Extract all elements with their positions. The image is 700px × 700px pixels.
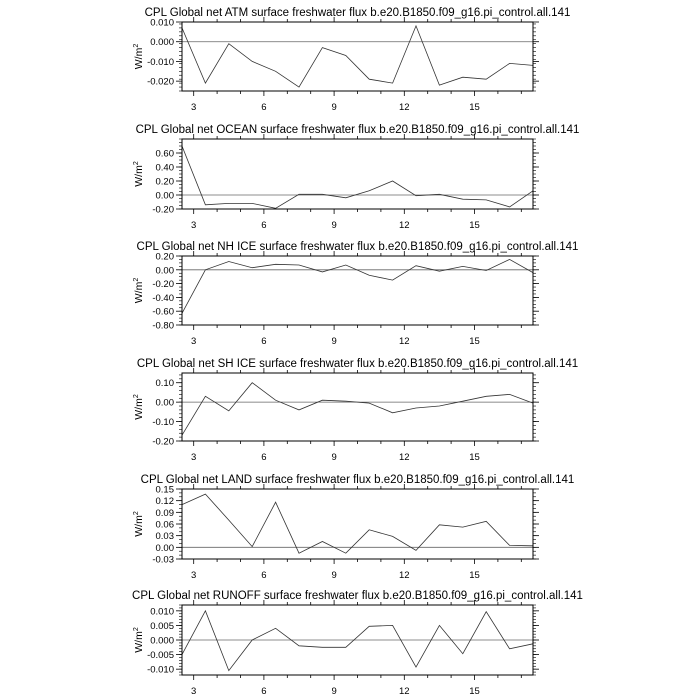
x-tick-label: 9 bbox=[331, 452, 337, 463]
y-tick-label: -0.40 bbox=[152, 292, 174, 304]
x-tick-label: 12 bbox=[399, 686, 410, 697]
x-tick-label: 3 bbox=[191, 452, 197, 463]
y-axis-label-unit: W/m bbox=[133, 631, 145, 653]
panel-6 bbox=[132, 590, 583, 697]
x-tick-label: 15 bbox=[469, 220, 480, 231]
y-axis-label-unit: W/m bbox=[133, 47, 145, 70]
y-tick-label: -0.60 bbox=[152, 306, 174, 318]
y-tick-label: 0.005 bbox=[150, 620, 174, 632]
x-tick-label: 6 bbox=[261, 220, 267, 231]
x-tick-label: 3 bbox=[191, 102, 197, 113]
x-tick-label: 12 bbox=[399, 220, 410, 231]
y-tick-label: 0.10 bbox=[155, 378, 174, 390]
y-axis-label-unit: W/m bbox=[133, 398, 145, 420]
y-tick-label: -0.20 bbox=[152, 204, 174, 216]
y-tick-label: 0.00 bbox=[155, 190, 174, 202]
plot-frame bbox=[182, 22, 533, 91]
x-tick-label: 6 bbox=[261, 686, 267, 697]
panel-3 bbox=[133, 241, 578, 347]
plot-frame bbox=[182, 489, 533, 559]
x-tick-label: 6 bbox=[261, 336, 267, 347]
y-axis-label-unit: W/m bbox=[133, 281, 145, 304]
series-line bbox=[182, 494, 533, 553]
x-tick-label: 9 bbox=[331, 686, 337, 697]
y-axis-label-exponent: 2 bbox=[133, 627, 140, 632]
x-tick-label: 9 bbox=[331, 570, 337, 581]
y-tick-label: -0.20 bbox=[152, 279, 174, 291]
x-tick-label: 3 bbox=[191, 686, 197, 697]
plot-frame bbox=[182, 373, 533, 441]
y-axis-label bbox=[133, 627, 145, 653]
y-axis-label-unit: W/m bbox=[133, 165, 145, 187]
x-tick-label: 12 bbox=[399, 336, 410, 347]
panel-1 bbox=[133, 7, 570, 113]
x-tick-label: 15 bbox=[469, 452, 480, 463]
y-axis-label-exponent: 2 bbox=[133, 43, 140, 48]
y-tick-label: 0.06 bbox=[155, 519, 174, 531]
y-axis-label bbox=[133, 44, 145, 70]
x-tick-label: 6 bbox=[261, 452, 267, 463]
panel-title: CPL Global net RUNOFF surface freshwater flux b.e20.B1850.f09_g16.pi_control.all.141 bbox=[132, 590, 583, 602]
x-tick-label: 6 bbox=[261, 570, 267, 581]
x-tick-label: 12 bbox=[399, 452, 410, 463]
y-axis-label-exponent: 2 bbox=[133, 394, 140, 399]
y-tick-label: 0.000 bbox=[150, 635, 174, 647]
y-tick-label: 0.03 bbox=[155, 531, 174, 543]
x-tick-label: 3 bbox=[191, 570, 197, 581]
y-axis-label-unit: W/m bbox=[133, 515, 145, 537]
y-tick-label: 0.40 bbox=[155, 162, 174, 174]
x-tick-label: 6 bbox=[261, 102, 267, 113]
y-tick-label: 0.000 bbox=[150, 37, 174, 49]
y-axis-label-exponent: 2 bbox=[133, 511, 140, 516]
x-tick-label: 9 bbox=[331, 102, 337, 113]
y-tick-label: 0.010 bbox=[150, 17, 174, 29]
y-tick-label: -0.03 bbox=[152, 554, 174, 566]
x-tick-label: 15 bbox=[469, 570, 480, 581]
series-line bbox=[182, 26, 533, 87]
y-axis-label bbox=[133, 161, 145, 187]
y-axis-label-exponent: 2 bbox=[133, 277, 140, 282]
y-tick-label: -0.20 bbox=[152, 436, 174, 448]
y-tick-label: 0.12 bbox=[155, 496, 174, 508]
panel-4 bbox=[133, 358, 578, 463]
x-tick-label: 15 bbox=[469, 102, 480, 113]
panel-title: CPL Global net SH ICE surface freshwater flux b.e20.B1850.f09_g16.pi_control.all.141 bbox=[136, 358, 579, 370]
y-tick-label: 0.20 bbox=[155, 251, 174, 263]
x-tick-label: 15 bbox=[469, 336, 480, 347]
plot-frame bbox=[182, 139, 533, 209]
y-tick-label: 0.60 bbox=[155, 148, 174, 160]
y-tick-label: -0.10 bbox=[152, 417, 174, 429]
panel-title: CPL Global net NH ICE surface freshwater flux b.e20.B1850.f09_g16.pi_control.all.141 bbox=[136, 241, 579, 253]
y-axis-label bbox=[133, 511, 145, 537]
y-tick-label: -0.010 bbox=[147, 56, 174, 68]
x-tick-label: 9 bbox=[331, 336, 337, 347]
x-tick-label: 12 bbox=[399, 570, 410, 581]
series-line bbox=[182, 611, 533, 671]
x-tick-label: 3 bbox=[191, 336, 197, 347]
y-tick-label: 0.010 bbox=[150, 606, 174, 618]
y-tick-label: 0.00 bbox=[155, 265, 174, 277]
y-tick-label: -0.010 bbox=[147, 664, 174, 676]
plot-frame bbox=[182, 256, 533, 325]
y-tick-label: 0.09 bbox=[155, 507, 174, 519]
x-tick-label: 3 bbox=[191, 220, 197, 231]
y-axis-label bbox=[133, 394, 145, 420]
y-tick-label: 0.20 bbox=[155, 176, 174, 188]
x-tick-label: 15 bbox=[469, 686, 480, 697]
y-tick-label: 0.00 bbox=[155, 542, 174, 554]
y-tick-label: 0.15 bbox=[155, 484, 174, 496]
panel-5 bbox=[133, 474, 574, 581]
x-tick-label: 9 bbox=[331, 220, 337, 231]
panel-title: CPL Global net LAND surface freshwater flux b.e20.B1850.f09_g16.pi_control.all.141 bbox=[140, 474, 575, 486]
y-tick-label: -0.005 bbox=[147, 650, 174, 662]
y-tick-label: -0.020 bbox=[147, 76, 174, 88]
y-axis-label bbox=[133, 278, 145, 304]
y-axis-label-exponent: 2 bbox=[133, 161, 140, 166]
y-tick-label: -0.80 bbox=[152, 320, 174, 332]
series-line bbox=[182, 146, 533, 208]
panel-title: CPL Global net OCEAN surface freshwater flux b.e20.B1850.f09_g16.pi_control.all.141 bbox=[135, 124, 580, 136]
x-tick-label: 12 bbox=[399, 102, 410, 113]
series-line bbox=[182, 259, 533, 313]
panel-title: CPL Global net ATM surface freshwater flux b.e20.B1850.f09_g16.pi_control.all.141 bbox=[144, 7, 571, 19]
series-line bbox=[182, 383, 533, 436]
panel-2 bbox=[133, 124, 579, 231]
y-tick-label: 0.00 bbox=[155, 397, 174, 409]
